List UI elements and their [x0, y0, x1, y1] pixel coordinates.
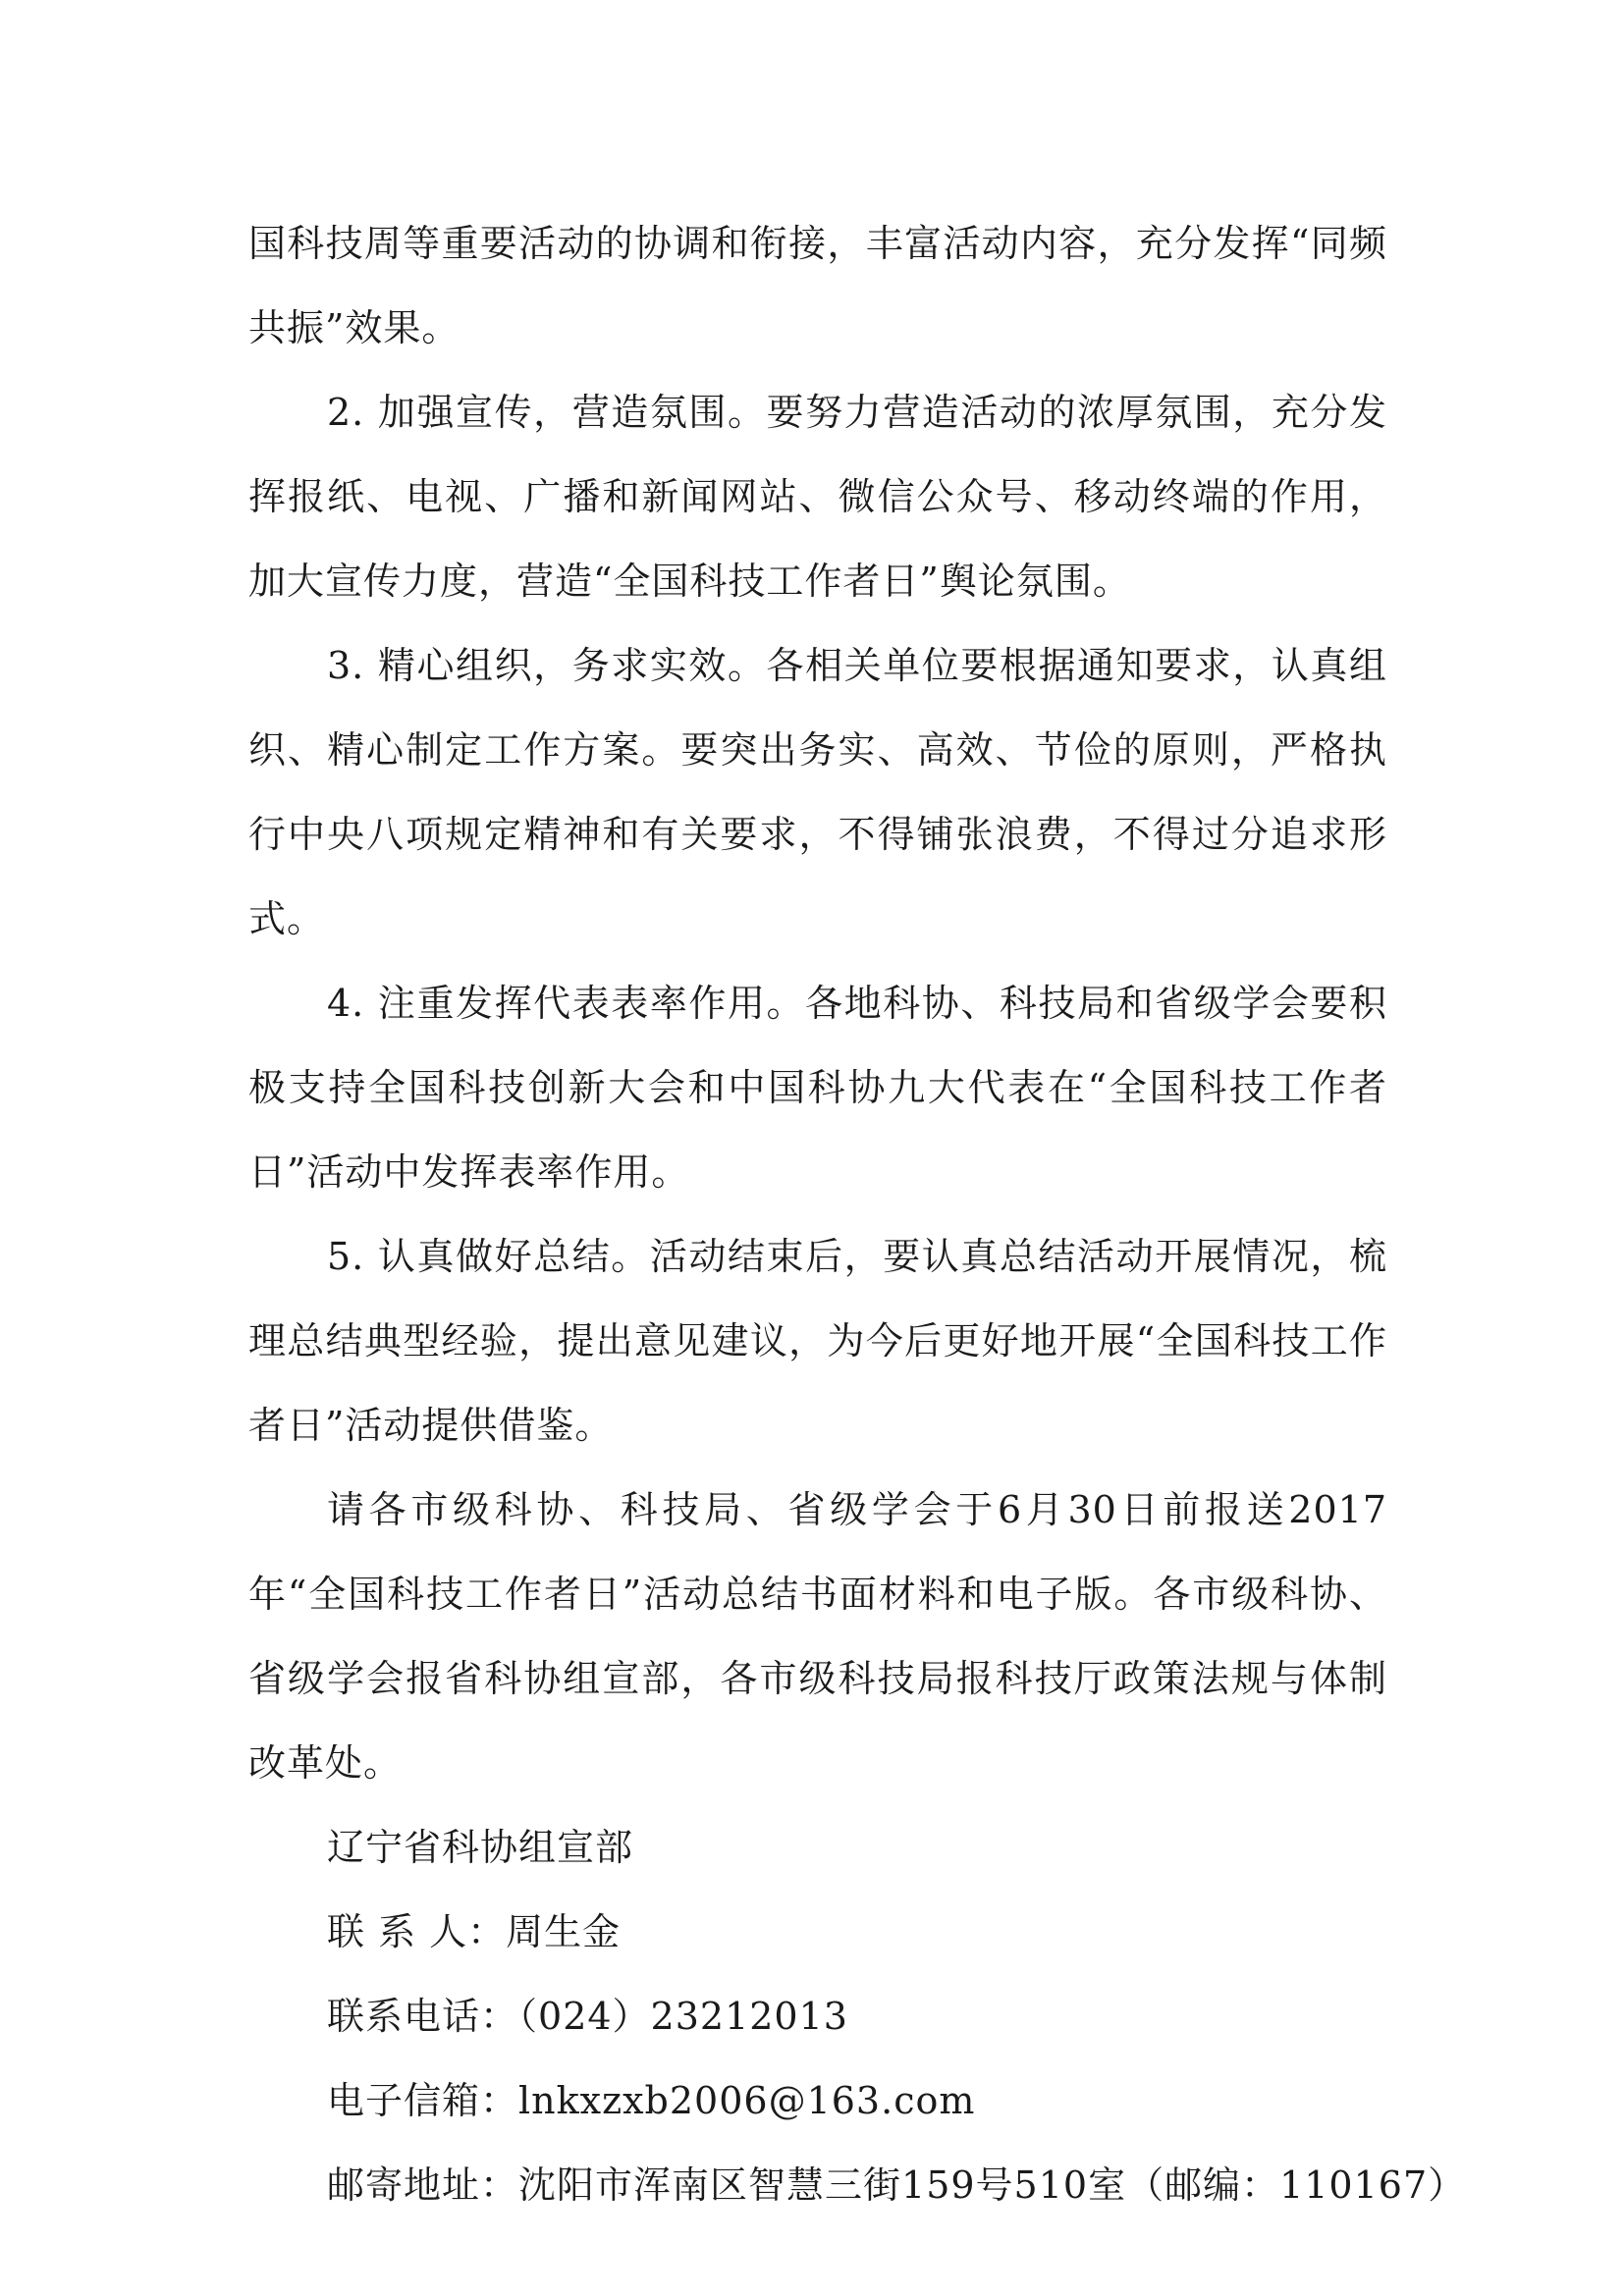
paragraph-request: 请各市级科协、科技局、省级学会于6月30日前报送2017年“全国科技工作者日”活动总结书面材料和电子版。各市级科协、省级学会报省科协组宣部，各市级科技局报科技厅政策法规与体制改革处。	[248, 1488, 1387, 1785]
contact-block	[248, 1805, 1467, 2227]
contact-address-label: 邮寄地址：	[327, 2163, 519, 2207]
contact-person-label: 联 系 人：	[327, 1910, 507, 1953]
contact-email-value: lnkxzxb2006@163.com	[518, 2079, 976, 2122]
paragraph-item-4: 4. 注重发挥代表表率作用。各地科协、科技局和省级学会要积极支持全国科技创新大会和中国科协九大代表在“全国科技工作者日”活动中发挥表率作用。	[248, 982, 1387, 1194]
contact-address-value: 沈阳市浑南区智慧三街159号510室（邮编：110167）	[518, 2163, 1467, 2207]
contact-person-line	[248, 1890, 1387, 1974]
contact-department: 辽宁省科协组宣部	[327, 1826, 634, 1869]
contact-phone-value: （024）23212013	[518, 1995, 848, 2038]
contact-phone-label: 联系电话：	[327, 1995, 519, 2038]
document-body	[248, 201, 1467, 2227]
contact-email-label: 电子信箱：	[327, 2079, 519, 2122]
contact-email-line	[248, 2058, 1387, 2143]
paragraph-item-2: 2. 加强宣传，营造氛围。要努力营造活动的浓厚氛围，充分发挥报纸、电视、广播和新闻网站、微信公众号、移动终端的作用，加大宣传力度，营造“全国科技工作者日”舆论氛围。	[248, 391, 1387, 603]
contact-phone-line	[248, 1974, 1387, 2058]
paragraph-continuation: 国科技周等重要活动的协调和衔接，丰富活动内容，充分发挥“同频共振”效果。	[248, 222, 1387, 349]
paragraph-item-5: 5. 认真做好总结。活动结束后，要认真总结活动开展情况，梳理总结典型经验，提出意见建议，为今后更好地开展“全国科技工作者日”活动提供借鉴。	[248, 1235, 1387, 1447]
contact-address-line	[248, 2143, 1467, 2227]
contact-person-value: 周生金	[506, 1910, 622, 1953]
paragraph-item-3: 3. 精心组织，务求实效。各相关单位要根据通知要求，认真组织、精心制定工作方案。要突出务实、高效、节俭的原则，严格执行中央八项规定精神和有关要求，不得铺张浪费，不得过分追求形式。	[248, 644, 1387, 940]
